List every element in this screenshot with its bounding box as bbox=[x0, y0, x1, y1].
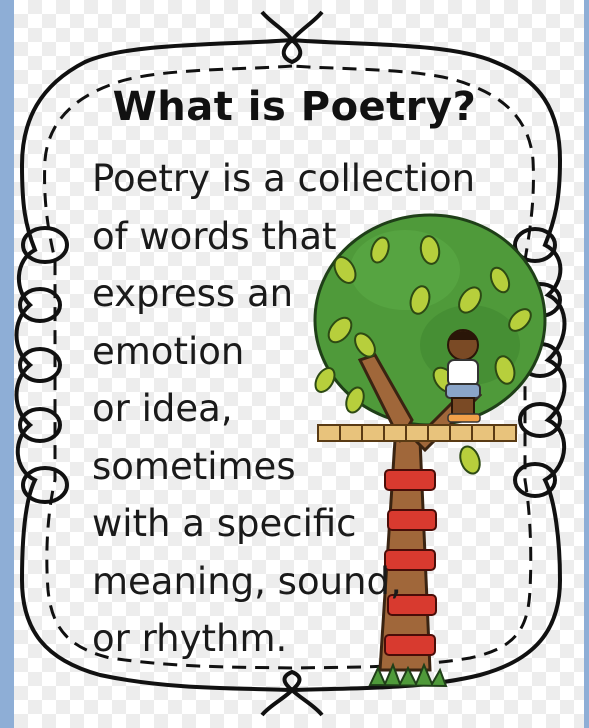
definition-line: or idea, bbox=[92, 387, 233, 430]
poster-definition bbox=[92, 150, 522, 668]
definition-line: express an bbox=[92, 272, 294, 315]
poster-title: What is Poetry? bbox=[112, 84, 477, 130]
definition-line: of words that bbox=[92, 214, 337, 258]
bottom-swirl-ornament bbox=[262, 672, 322, 715]
definition-line: Poetry is a collection bbox=[92, 157, 476, 200]
top-swirl-ornament bbox=[262, 12, 322, 62]
definition-line: emotion bbox=[92, 329, 245, 373]
definition-line: sometimes bbox=[92, 444, 296, 488]
definition-line: with a specific bbox=[92, 502, 357, 545]
definition-line: meaning, sound, bbox=[92, 559, 402, 603]
definition-line: or rhythm. bbox=[92, 617, 288, 660]
